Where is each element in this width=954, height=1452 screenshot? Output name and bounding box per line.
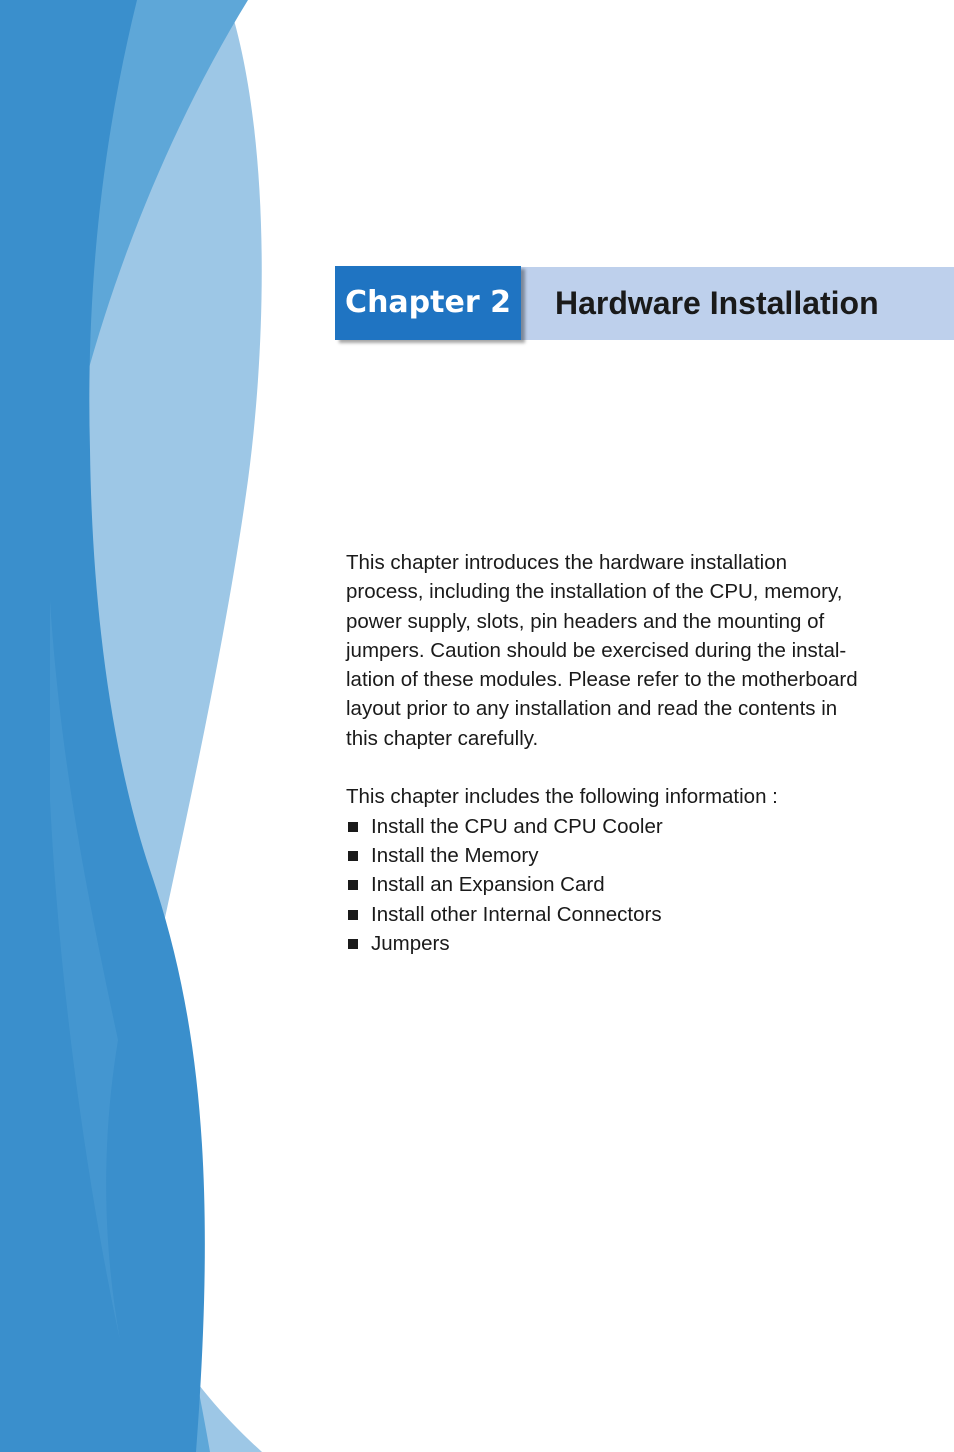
list-item-label: Install the CPU and CPU Cooler [371, 814, 663, 838]
topics-list [346, 812, 906, 958]
intro-line: lation of these modules. Please refer to the motherboard [346, 668, 858, 692]
intro-line: process, including the installation of the CPU, memory, [346, 580, 843, 604]
chapter-content [346, 548, 906, 958]
list-item-label: Install an Expansion Card [371, 873, 605, 897]
square-bullet-icon [348, 880, 358, 890]
square-bullet-icon [348, 822, 358, 832]
list-item [346, 841, 906, 870]
list-item [346, 929, 906, 958]
wave-edge-strip [0, 0, 50, 1452]
list-item-label: Install the Memory [371, 843, 539, 867]
chapter-title-bar [521, 267, 954, 340]
list-item [346, 812, 906, 841]
topics-heading: This chapter includes the following information : [346, 785, 778, 809]
intro-line: jumpers. Caution should be exercised during the instal- [346, 638, 847, 662]
intro-paragraph [346, 548, 906, 753]
intro-line: This chapter introduces the hardware installation [346, 551, 787, 574]
list-item [346, 870, 906, 899]
list-item-label: Jumpers [371, 931, 450, 955]
list-item [346, 900, 906, 929]
list-item-label: Install other Internal Connectors [371, 902, 662, 926]
square-bullet-icon [348, 939, 358, 949]
intro-line: this chapter carefully. [346, 726, 539, 750]
intro-line: layout prior to any installation and read the contents in [346, 697, 838, 721]
square-bullet-icon [348, 910, 358, 920]
chapter-title: Hardware Installation [555, 285, 879, 321]
square-bullet-icon [348, 851, 358, 861]
chapter-number-badge: Chapter 2 [335, 266, 521, 340]
intro-line: power supply, slots, pin headers and the mounting of [346, 609, 825, 633]
